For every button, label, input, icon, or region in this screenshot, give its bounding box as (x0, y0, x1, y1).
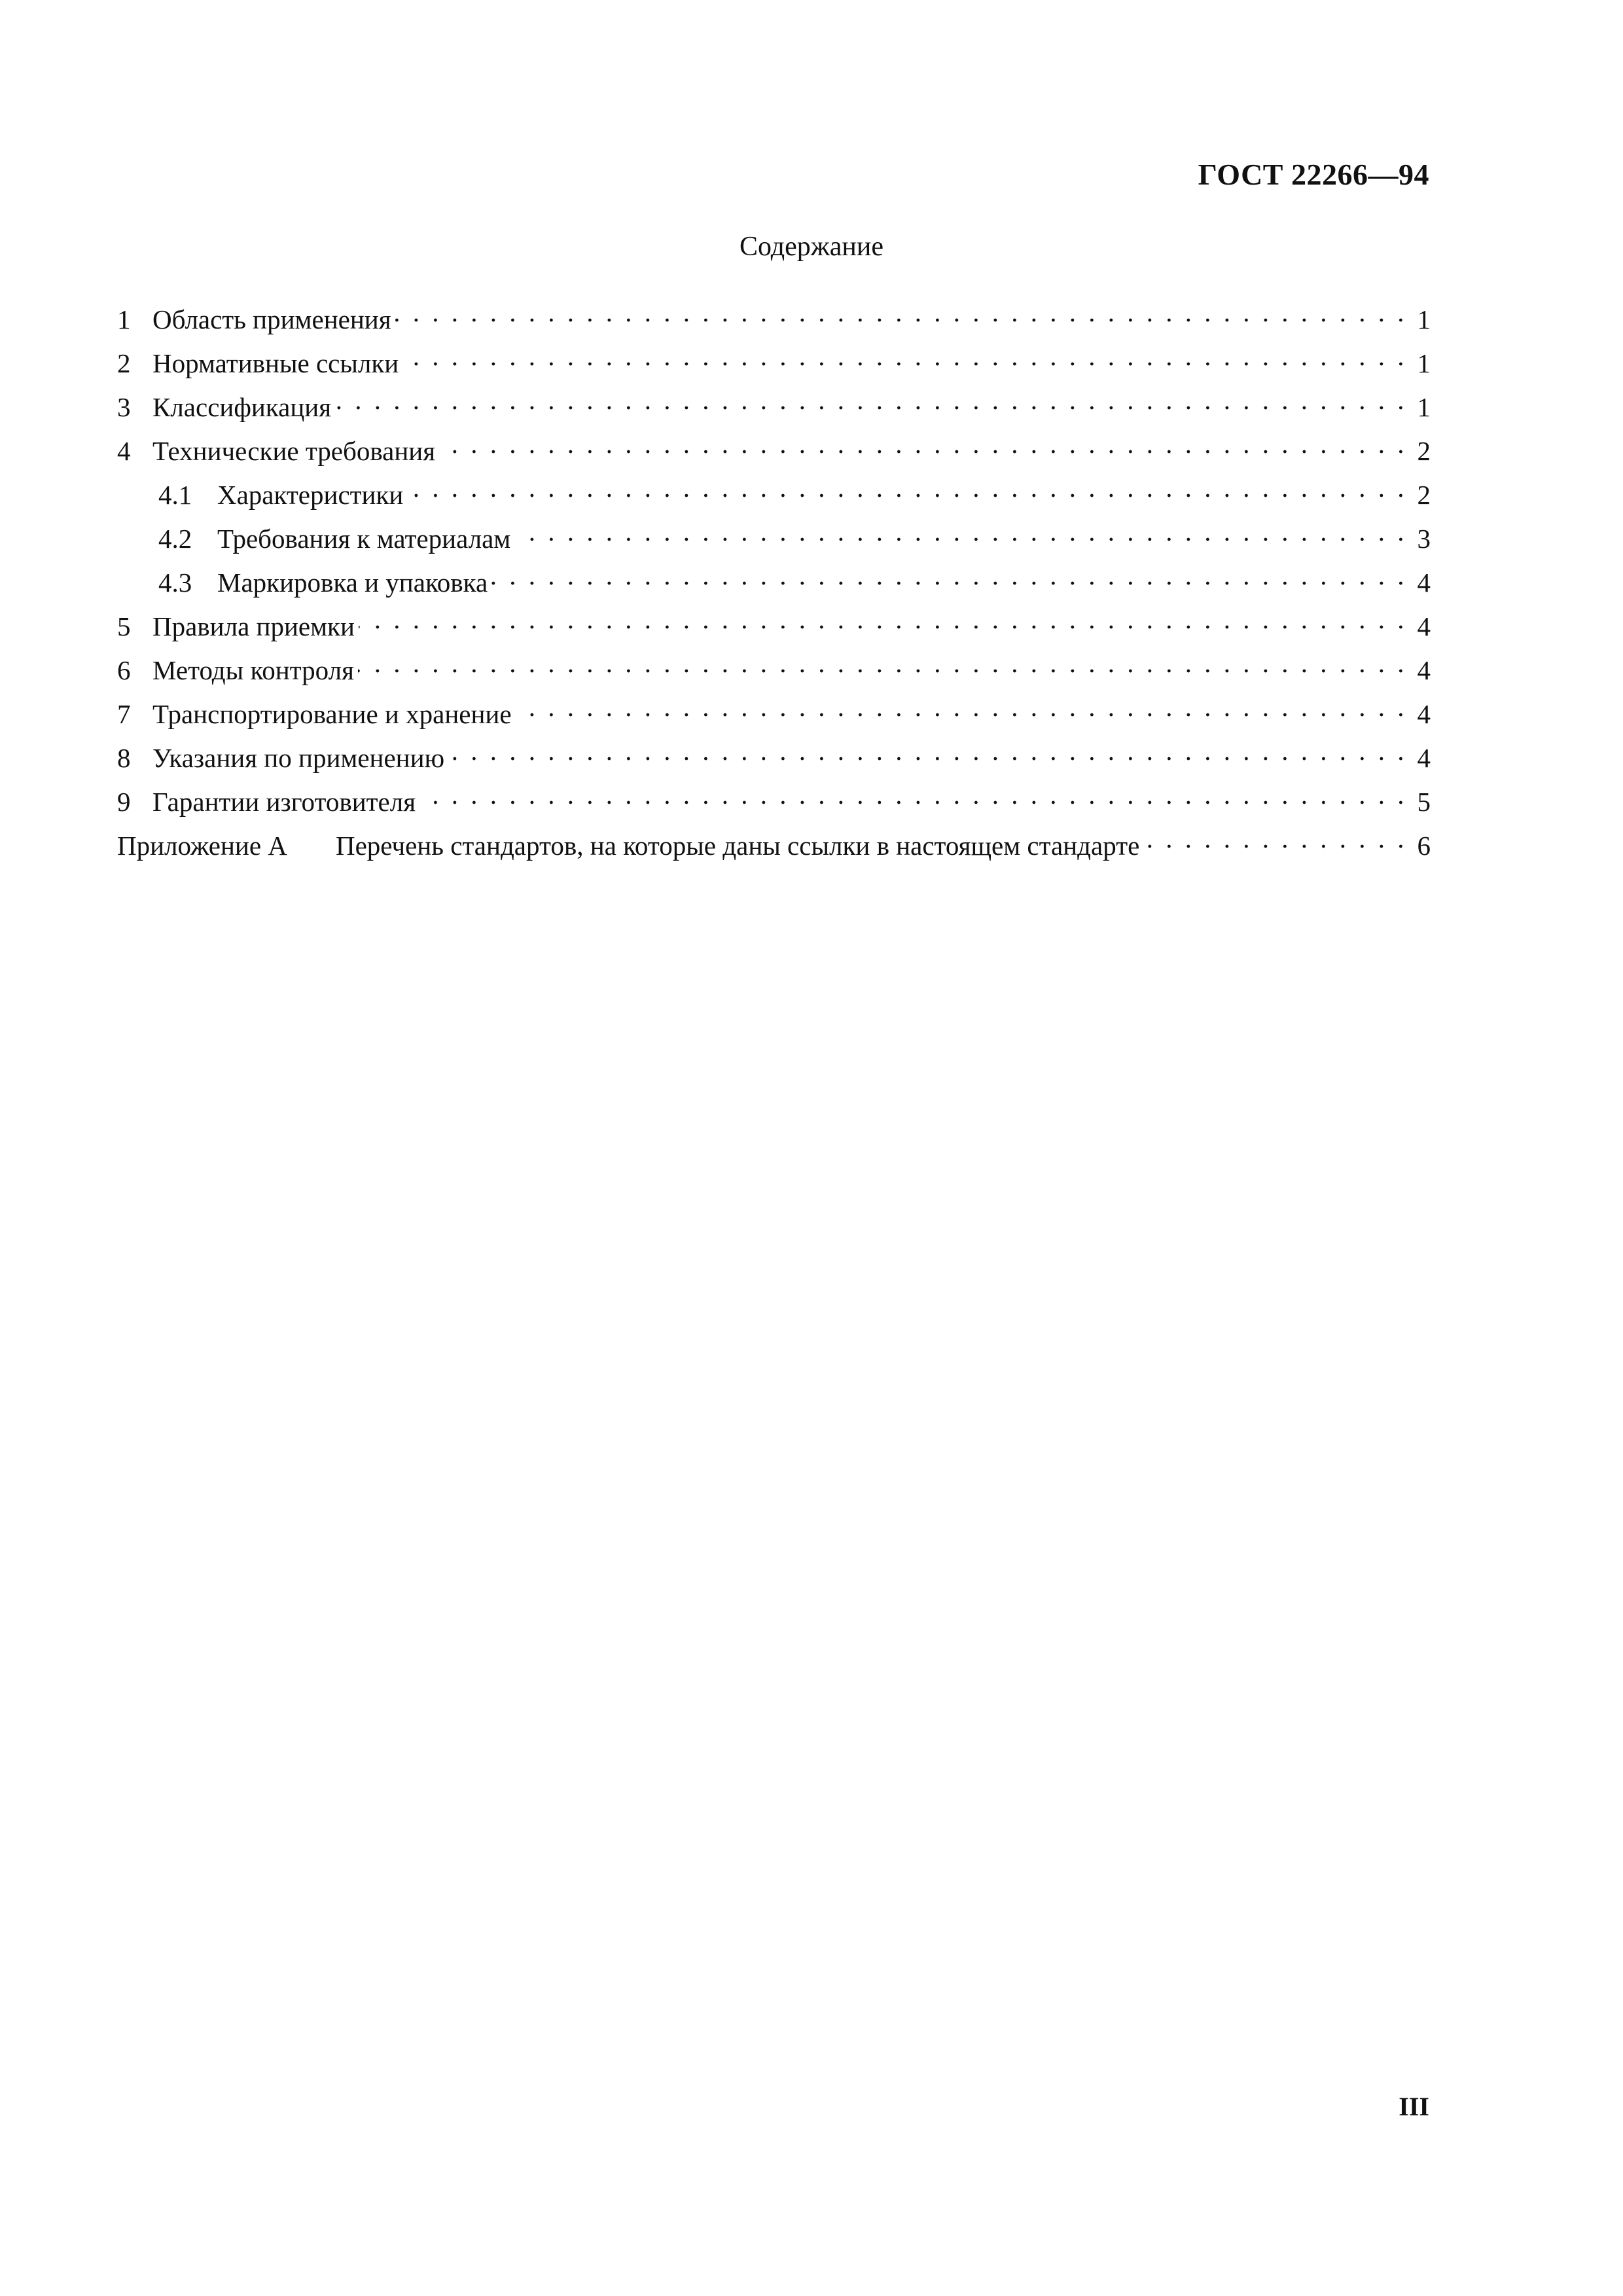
toc-entry-9[interactable] (117, 778, 1431, 822)
toc-entry-number: 4.3 (158, 567, 192, 598)
dot-leader (491, 559, 1407, 592)
toc-entry-label: Характеристики (217, 480, 404, 510)
toc-entry-1[interactable] (117, 296, 1431, 340)
toc-entry-label: Перечень стандартов, на которые даны ссылки в настоящем стандарте (336, 831, 1140, 861)
dot-leader (335, 384, 1407, 416)
toc-entry-label: Правила приемки (152, 611, 355, 641)
toc-entry-number: 8 (117, 743, 131, 773)
dot-leader (358, 647, 1407, 679)
toc-entry-5[interactable] (117, 603, 1431, 647)
toc-entry-page: 4 (1417, 611, 1431, 641)
page-number: III (1399, 2092, 1429, 2121)
toc-entry-number: 4 (117, 436, 131, 466)
toc-entry-4-1[interactable] (117, 471, 1431, 515)
toc-entry-number: 2 (117, 348, 131, 378)
toc-entry-6[interactable] (117, 647, 1431, 691)
toc-entry-number: Приложение А (117, 831, 287, 861)
toc-entry-3[interactable] (117, 384, 1431, 427)
toc-entry-label: Нормативные ссылки (152, 348, 399, 378)
toc-entry-page: 2 (1417, 480, 1431, 510)
dot-leader (448, 734, 1407, 767)
toc-entry-label: Классификация (152, 392, 332, 422)
dot-leader (407, 471, 1407, 504)
toc-entry-number: 6 (117, 655, 131, 685)
toc-entry-page: 3 (1417, 524, 1431, 554)
toc-entry-page: 4 (1417, 567, 1431, 598)
toc-entry-page: 4 (1417, 699, 1431, 729)
toc-entry-8[interactable] (117, 734, 1431, 778)
toc-entry-number: 9 (117, 787, 131, 817)
toc-entry-4[interactable] (117, 427, 1431, 471)
dot-leader (402, 340, 1407, 372)
toc-entry-label: Технические требования (152, 436, 436, 466)
toc-entry-label: Методы контроля (152, 655, 354, 685)
toc-entry-page: 1 (1417, 304, 1431, 334)
toc-entry-page: 5 (1417, 787, 1431, 817)
toc-entry-page: 6 (1417, 831, 1431, 861)
toc-entry-label: Маркировка и упаковка (217, 567, 488, 598)
toc-entry-number: 3 (117, 392, 131, 422)
toc-entry-number: 4.2 (158, 524, 192, 554)
table-of-contents (117, 296, 1431, 866)
toc-entry-page: 1 (1417, 348, 1431, 378)
toc-entry-number: 7 (117, 699, 131, 729)
toc-entry-page: 4 (1417, 655, 1431, 685)
toc-title: Содержание (739, 232, 884, 262)
dot-leader (395, 296, 1407, 329)
dot-leader (419, 778, 1407, 811)
document-code: ГОСТ 22266—94 (1198, 158, 1429, 191)
toc-entry-2[interactable] (117, 340, 1431, 384)
dot-leader (514, 515, 1407, 548)
toc-entry-label: Гарантии изготовителя (152, 787, 416, 817)
dot-leader (1143, 822, 1407, 855)
dot-leader (516, 691, 1407, 723)
dot-leader (439, 427, 1407, 460)
toc-entry-label: Транспортирование и хранение (152, 699, 512, 729)
toc-entry-number: 1 (117, 304, 131, 334)
toc-entry-number: 5 (117, 611, 131, 641)
toc-entry-page: 1 (1417, 392, 1431, 422)
toc-entry-4-3[interactable] (117, 559, 1431, 603)
toc-entry-4-2[interactable] (117, 515, 1431, 559)
toc-entry-label: Указания по применению (152, 743, 445, 773)
toc-entry-number: 4.1 (158, 480, 192, 510)
toc-entry-page: 2 (1417, 436, 1431, 466)
toc-entry-label: Область применения (152, 304, 391, 334)
toc-entry-appendix-a[interactable] (117, 822, 1431, 866)
toc-entry-7[interactable] (117, 691, 1431, 734)
dot-leader (359, 603, 1407, 636)
toc-entry-label: Требования к материалам (217, 524, 511, 554)
toc-entry-page: 4 (1417, 743, 1431, 773)
